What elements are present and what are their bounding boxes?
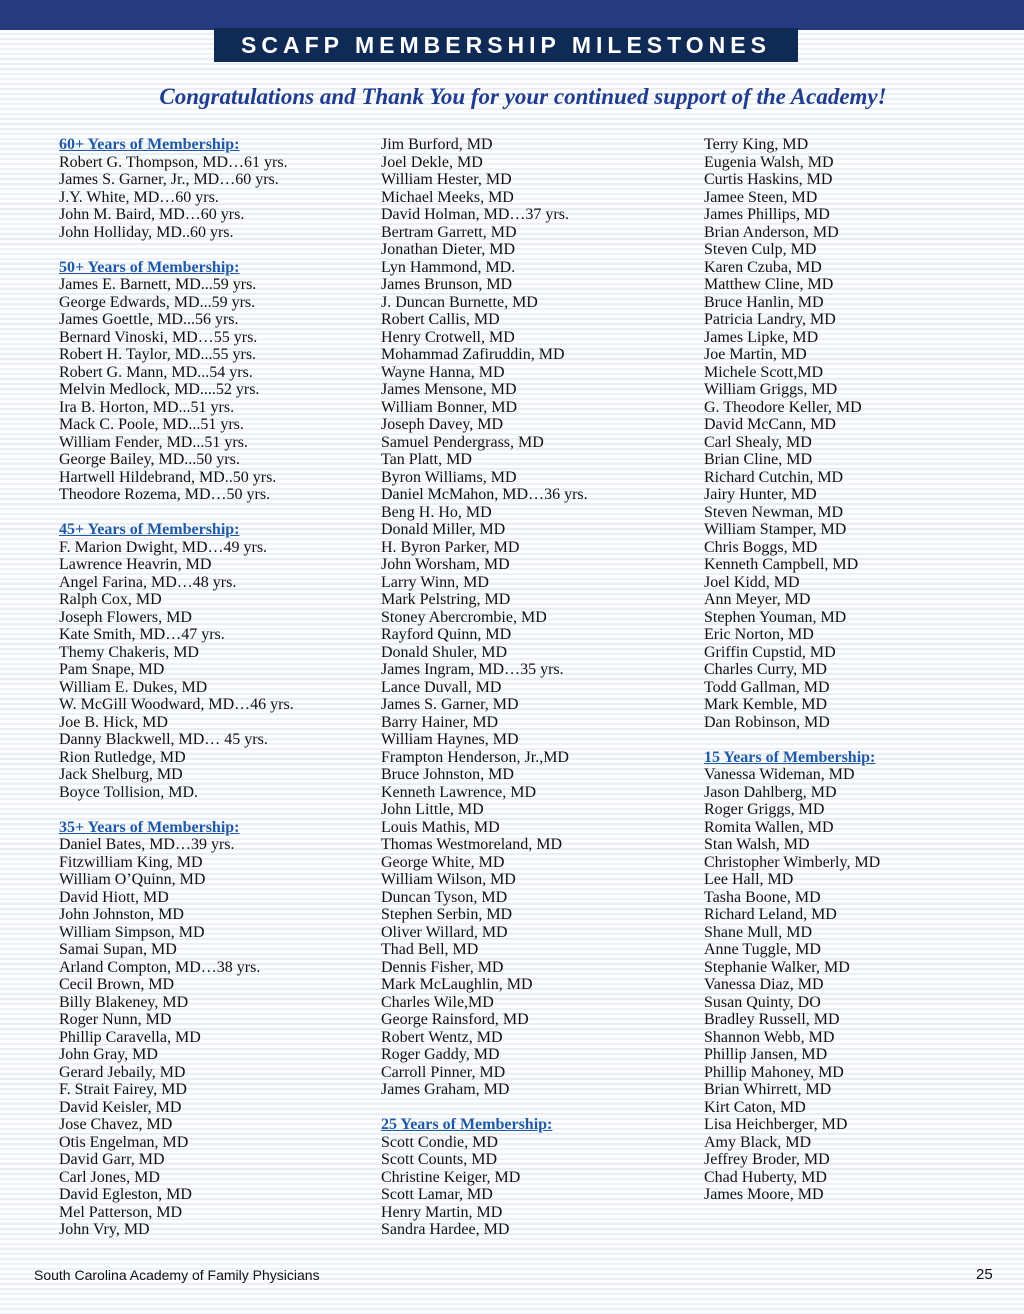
member-name: Roger Griggs, MD	[704, 801, 825, 818]
member-name: James Lipke, MD	[704, 328, 819, 346]
member-name: W. McGill Woodward, MD…46 yrs.	[59, 696, 294, 713]
member-name: James Moore, MD	[704, 1186, 824, 1203]
member-name: Lyn Hammond, MD.	[381, 258, 516, 276]
section-heading: 60+ Years of Membership:	[59, 136, 240, 153]
membership-section	[704, 136, 1024, 731]
column-1	[59, 136, 379, 1239]
member-name: David Keisler, MD	[59, 1098, 182, 1116]
member-name: Robert H. Taylor, MD...55 yrs.	[59, 346, 257, 363]
member-name: Sandra Hardee, MD	[381, 1221, 510, 1238]
member-name: Stan Walsh, MD	[704, 836, 810, 853]
member-name: Scott Condie, MD	[381, 1133, 498, 1151]
member-name: Charles Curry, MD	[704, 661, 827, 678]
member-name: Joe B. Hick, MD	[59, 713, 168, 731]
member-name: Mark Pelstring, MD	[381, 591, 511, 608]
member-name: James Graham, MD	[381, 1081, 510, 1098]
membership-section	[59, 136, 379, 241]
member-name: Frampton Henderson, Jr.,MD	[381, 748, 569, 766]
member-name: James Phillips, MD	[704, 206, 830, 223]
member-name: Tasha Boone, MD	[704, 888, 821, 906]
member-name: Mel Patterson, MD	[59, 1203, 183, 1221]
member-name: Bertram Garrett, MD	[381, 223, 517, 241]
member-name: Donald Miller, MD	[381, 521, 506, 538]
member-name: John M. Baird, MD…60 yrs.	[59, 206, 245, 223]
member-name: David Hiott, MD	[59, 888, 169, 906]
section-heading: 25 Years of Membership:	[381, 1116, 553, 1133]
member-name: Lisa Heichberger, MD	[704, 1116, 848, 1133]
member-name: Romita Wallen, MD	[704, 818, 834, 836]
member-name: Jonathan Dieter, MD	[381, 241, 515, 258]
member-name: Fitzwilliam King, MD	[59, 853, 203, 871]
member-name: Vanessa Diaz, MD	[704, 976, 824, 993]
member-name: Jamee Steen, MD	[704, 188, 818, 206]
member-name: Larry Winn, MD	[381, 573, 489, 591]
page-subtitle: Congratulations and Thank You for your continued support of the Academy!	[159, 84, 887, 109]
member-name: David Holman, MD…37 yrs.	[381, 206, 569, 223]
member-name: Eugenia Walsh, MD	[704, 153, 834, 171]
member-name: James Mensone, MD	[381, 381, 517, 398]
member-name: Jim Burford, MD	[381, 136, 493, 153]
member-name: Beng H. Ho, MD	[381, 503, 492, 521]
member-name: Amy Black, MD	[704, 1133, 812, 1151]
member-name: Carl Jones, MD	[59, 1168, 160, 1186]
member-name: Thomas Westmoreland, MD	[381, 836, 563, 853]
member-name: Steven Culp, MD	[704, 241, 817, 258]
member-name: Melvin Medlock, MD....52 yrs.	[59, 381, 260, 398]
member-name: Michael Meeks, MD	[381, 188, 514, 206]
member-name: William Griggs, MD	[704, 381, 838, 398]
member-name: Jose Chavez, MD	[59, 1116, 173, 1133]
membership-section	[59, 259, 379, 504]
member-name: David McCann, MD	[704, 416, 836, 433]
member-name: Stephanie Walker, MD	[704, 958, 850, 976]
member-name: George White, MD	[381, 853, 505, 871]
member-name: Otis Engelman, MD	[59, 1133, 189, 1151]
member-name: Barry Hainer, MD	[381, 713, 499, 731]
member-name: David Garr, MD	[59, 1151, 165, 1168]
member-name: John Worsham, MD	[381, 556, 510, 573]
member-name: Steven Newman, MD	[704, 503, 844, 521]
member-name: Kate Smith, MD…47 yrs.	[59, 626, 225, 643]
member-name: Joel Kidd, MD	[704, 573, 800, 591]
member-name: James Brunson, MD	[381, 276, 513, 293]
member-name: Vanessa Wideman, MD	[704, 766, 855, 783]
member-name: Todd Gallman, MD	[704, 678, 830, 696]
member-name: Anne Tuggle, MD	[704, 941, 821, 958]
member-name: Robert G. Mann, MD...54 yrs.	[59, 363, 253, 381]
member-name: Jeffrey Broder, MD	[704, 1151, 830, 1168]
page-number: 25	[976, 1266, 993, 1283]
member-name: Dan Robinson, MD	[704, 713, 830, 731]
member-name: Gerard Jebaily, MD	[59, 1063, 186, 1081]
member-name: Mohammad Zafiruddin, MD	[381, 346, 565, 363]
member-name: James S. Garner, MD	[381, 696, 519, 713]
member-name: Roger Gaddy, MD	[381, 1046, 500, 1063]
member-name: Henry Crotwell, MD	[381, 328, 515, 346]
member-name: Duncan Tyson, MD	[381, 888, 508, 906]
membership-section	[704, 749, 1024, 1204]
member-name: Richard Leland, MD	[704, 906, 837, 923]
member-name: Mark McLaughlin, MD	[381, 976, 533, 993]
column-3	[704, 136, 1024, 1204]
member-name: H. Byron Parker, MD	[381, 538, 520, 556]
member-name: Joseph Davey, MD	[381, 416, 504, 433]
member-name: F. Strait Fairey, MD	[59, 1081, 187, 1098]
section-heading: 35+ Years of Membership:	[59, 818, 240, 836]
member-name: Phillip Caravella, MD	[59, 1028, 201, 1046]
member-name: Patricia Landry, MD	[704, 311, 836, 328]
membership-section	[59, 819, 379, 1239]
member-name: Angel Farina, MD…48 yrs.	[59, 573, 237, 591]
member-name: James E. Barnett, MD...59 yrs.	[59, 276, 257, 293]
member-name: Christine Keiger, MD	[381, 1168, 521, 1186]
member-name: Matthew Cline, MD	[704, 276, 834, 293]
column-2	[381, 136, 701, 1239]
member-name: Byron Williams, MD	[381, 468, 517, 486]
member-name: Terry King, MD	[704, 136, 809, 153]
member-name: Themy Chakeris, MD	[59, 643, 199, 661]
member-name: William O’Quinn, MD	[59, 871, 206, 888]
member-name: John Johnston, MD	[59, 906, 184, 923]
member-name: Tan Platt, MD	[381, 451, 472, 468]
member-name: Hartwell Hildebrand, MD..50 yrs.	[59, 468, 277, 486]
footer-organization: South Carolina Academy of Family Physicians	[34, 1267, 320, 1283]
member-name: Henry Martin, MD	[381, 1203, 503, 1221]
member-name: Curtis Haskins, MD	[704, 171, 833, 188]
member-name: Brian Anderson, MD	[704, 223, 839, 241]
top-banner-bar	[0, 0, 1024, 30]
member-name: William Stamper, MD	[704, 521, 847, 538]
member-name: Michele Scott,MD	[704, 363, 824, 381]
member-name: George Edwards, MD...59 yrs.	[59, 293, 256, 311]
member-name: Lance Duvall, MD	[381, 678, 502, 696]
member-name: Daniel Bates, MD…39 yrs.	[59, 836, 235, 853]
member-name: Shannon Webb, MD	[704, 1028, 835, 1046]
member-name: Louis Mathis, MD	[381, 818, 500, 836]
member-name: Chad Huberty, MD	[704, 1168, 827, 1186]
member-name: Joe Martin, MD	[704, 346, 807, 363]
member-name: Joel Dekle, MD	[381, 153, 483, 171]
member-name: Bruce Hanlin, MD	[704, 293, 824, 311]
member-name: Oliver Willard, MD	[381, 923, 508, 941]
member-name: James Goettle, MD...56 yrs.	[59, 311, 239, 328]
member-name: Jack Shelburg, MD	[59, 766, 183, 783]
member-name: Phillip Jansen, MD	[704, 1046, 828, 1063]
member-name: Boyce Tollision, MD.	[59, 783, 199, 801]
member-name: Joseph Flowers, MD	[59, 608, 192, 626]
member-name: Jairy Hunter, MD	[704, 486, 817, 503]
section-heading: 50+ Years of Membership:	[59, 258, 240, 276]
member-name: George Rainsford, MD	[381, 1011, 529, 1028]
member-name: Ralph Cox, MD	[59, 591, 162, 608]
member-name: Wayne Hanna, MD	[381, 363, 505, 381]
member-name: Shane Mull, MD	[704, 923, 812, 941]
member-name: J. Duncan Burnette, MD	[381, 293, 538, 311]
member-name: Bradley Russell, MD	[704, 1011, 840, 1028]
member-name: Scott Lamar, MD	[381, 1186, 493, 1203]
member-name: William Simpson, MD	[59, 923, 205, 941]
member-name: Mack C. Poole, MD...51 yrs.	[59, 416, 244, 433]
member-name: William Fender, MD...51 yrs.	[59, 433, 248, 451]
member-name: Thad Bell, MD	[381, 941, 479, 958]
member-name: Pam Snape, MD	[59, 661, 165, 678]
member-name: Christopher Wimberly, MD	[704, 853, 881, 871]
member-name: Susan Quinty, DO	[704, 993, 821, 1011]
member-name: William Bonner, MD	[381, 398, 518, 416]
member-name: Samuel Pendergrass, MD	[381, 433, 544, 451]
member-name: Roger Nunn, MD	[59, 1011, 172, 1028]
section-heading: 15 Years of Membership:	[704, 748, 876, 766]
page-title: SCAFP MEMBERSHIP MILESTONES	[214, 28, 798, 62]
member-name: William Hester, MD	[381, 171, 512, 188]
membership-section	[381, 136, 701, 1099]
member-name: Charles Wile,MD	[381, 993, 494, 1011]
member-name: John Holliday, MD..60 yrs.	[59, 223, 234, 241]
member-name: James S. Garner, Jr., MD…60 yrs.	[59, 171, 279, 188]
member-name: Phillip Mahoney, MD	[704, 1063, 844, 1081]
member-name: Ira B. Horton, MD...51 yrs.	[59, 398, 235, 416]
member-name: Kenneth Campbell, MD	[704, 556, 859, 573]
section-heading: 45+ Years of Membership:	[59, 521, 240, 538]
member-name: Donald Shuler, MD	[381, 643, 508, 661]
member-name: Richard Cutchin, MD	[704, 468, 844, 486]
member-name: Bruce Johnston, MD	[381, 766, 514, 783]
member-name: William Wilson, MD	[381, 871, 516, 888]
member-name: Kenneth Lawrence, MD	[381, 783, 537, 801]
member-name: Griffin Cupstid, MD	[704, 643, 836, 661]
member-name: J.Y. White, MD…60 yrs.	[59, 188, 219, 206]
member-name: John Gray, MD	[59, 1046, 158, 1063]
member-name: Robert G. Thompson, MD…61 yrs.	[59, 153, 288, 171]
member-name: Karen Czuba, MD	[704, 258, 822, 276]
member-name: Robert Callis, MD	[381, 311, 500, 328]
member-name: Samai Supan, MD	[59, 941, 177, 958]
member-name: William Haynes, MD	[381, 731, 519, 748]
member-name: Carl Shealy, MD	[704, 433, 812, 451]
member-name: John Little, MD	[381, 801, 484, 818]
member-name: Danny Blackwell, MD… 45 yrs.	[59, 731, 268, 748]
member-name: Brian Whirrett, MD	[704, 1081, 832, 1098]
member-name: David Egleston, MD	[59, 1186, 192, 1203]
member-name: Scott Counts, MD	[381, 1151, 498, 1168]
member-name: William E. Dukes, MD	[59, 678, 208, 696]
member-name: Daniel McMahon, MD…36 yrs.	[381, 486, 588, 503]
membership-section	[381, 1116, 701, 1239]
member-name: G. Theodore Keller, MD	[704, 398, 862, 416]
member-name: Jason Dahlberg, MD	[704, 783, 837, 801]
member-name: James Ingram, MD…35 yrs.	[381, 661, 564, 678]
member-name: Mark Kemble, MD	[704, 696, 828, 713]
member-name: George Bailey, MD...50 yrs.	[59, 451, 240, 468]
member-name: Eric Norton, MD	[704, 626, 814, 643]
member-name: Lawrence Heavrin, MD	[59, 556, 212, 573]
member-name: Rion Rutledge, MD	[59, 748, 186, 766]
member-name: Arland Compton, MD…38 yrs.	[59, 958, 261, 976]
member-name: Robert Wentz, MD	[381, 1028, 503, 1046]
membership-section	[59, 521, 379, 801]
member-name: Stephen Youman, MD	[704, 608, 847, 626]
member-name: Chris Boggs, MD	[704, 538, 818, 556]
member-name: Ann Meyer, MD	[704, 591, 811, 608]
member-name: Billy Blakeney, MD	[59, 993, 189, 1011]
member-name: Kirt Caton, MD	[704, 1098, 806, 1116]
member-name: Rayford Quinn, MD	[381, 626, 512, 643]
member-name: Stephen Serbin, MD	[381, 906, 513, 923]
member-name: Dennis Fisher, MD	[381, 958, 504, 976]
member-name: Carroll Pinner, MD	[381, 1063, 506, 1081]
member-name: Stoney Abercrombie, MD	[381, 608, 547, 626]
member-name: John Vry, MD	[59, 1221, 150, 1238]
member-name: Theodore Rozema, MD…50 yrs.	[59, 486, 271, 503]
member-name: Lee Hall, MD	[704, 871, 794, 888]
member-name: Brian Cline, MD	[704, 451, 812, 468]
member-name: F. Marion Dwight, MD…49 yrs.	[59, 538, 268, 556]
member-name: Cecil Brown, MD	[59, 976, 175, 993]
member-name: Bernard Vinoski, MD…55 yrs.	[59, 328, 258, 346]
